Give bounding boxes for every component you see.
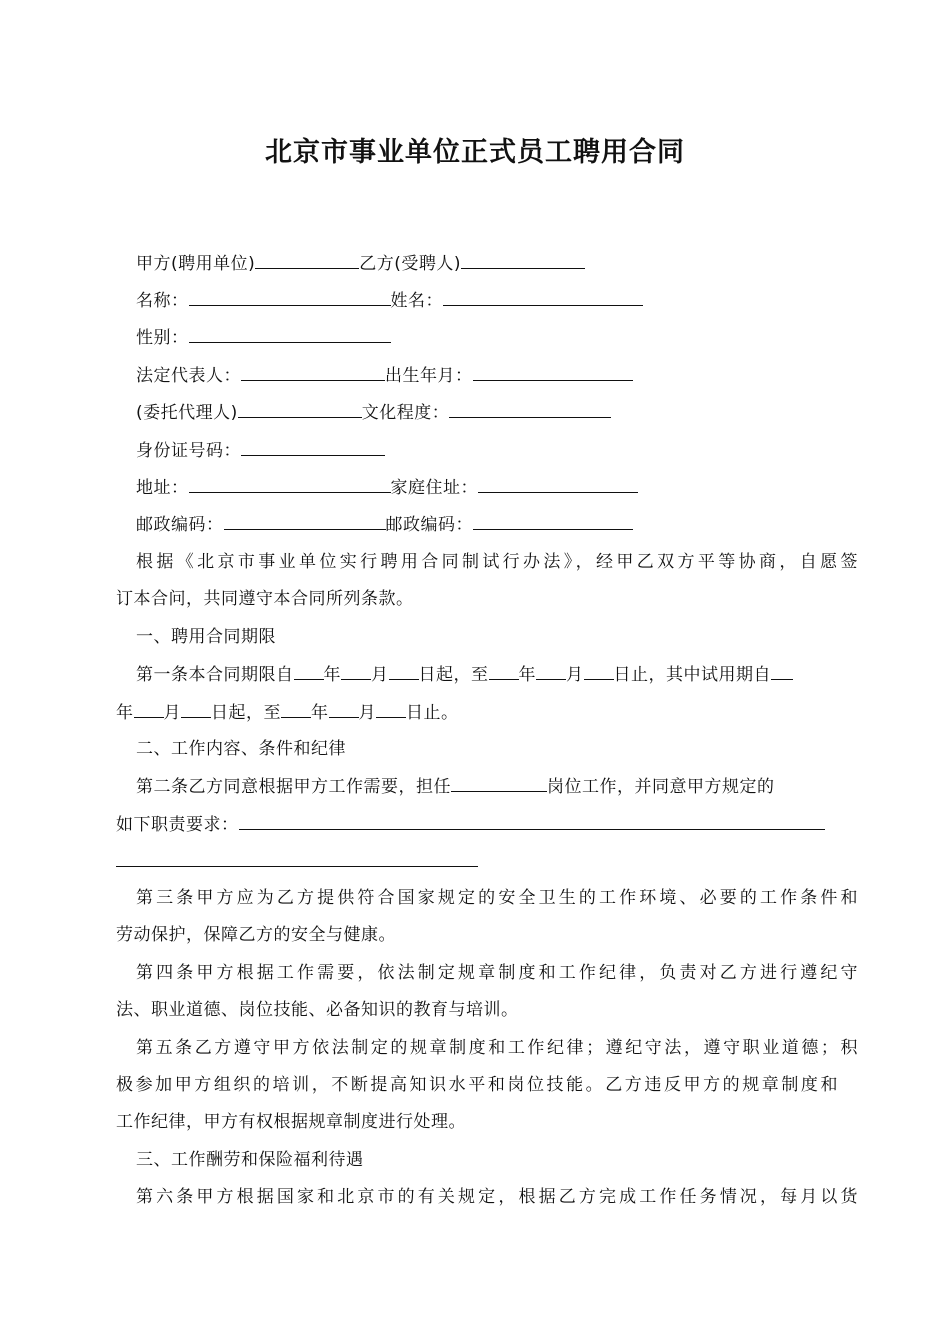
party-a-label: 甲方(聘用单位): [136, 254, 256, 274]
article-3-line-1: 第三条甲方应为乙方提供符合国家规定的安全卫生的工作环境、必要的工作条件和: [136, 888, 858, 908]
org-name-blank[interactable]: [189, 287, 391, 306]
field-row-agent: [116, 399, 858, 426]
article-5-line-3: 工作纪律，甲方有权根据规章制度进行处理。: [116, 1112, 466, 1132]
duties-blank[interactable]: [239, 811, 825, 830]
field-row-gender: [116, 324, 858, 351]
legal-rep-blank[interactable]: [241, 362, 385, 381]
id-number-label: 身份证号码：: [136, 441, 241, 461]
agent-blank[interactable]: [238, 399, 362, 418]
field-row-address: [116, 474, 858, 501]
position-blank[interactable]: [451, 773, 547, 792]
article-2-text-cont: 岗位工作，并同意甲方规定的: [547, 777, 775, 797]
article-6-line-1: 第六条甲方根据国家和北京市的有关规定，根据乙方完成工作任务情况，每月以货: [136, 1187, 858, 1207]
month-label: 月: [358, 703, 376, 723]
trial-day-blank[interactable]: [181, 699, 211, 718]
end-month-blank[interactable]: [536, 661, 566, 680]
education-blank[interactable]: [449, 399, 611, 418]
day-to-label: 日止，其中试用期自: [613, 665, 771, 685]
article-2-line-2: [116, 811, 838, 838]
end-year-blank[interactable]: [489, 661, 519, 680]
article-5-line-1: 第五条乙方遵守甲方依法制定的规章制度和工作纪律；遵纪守法，遵守职业道德；积: [136, 1038, 858, 1058]
start-month-blank[interactable]: [341, 661, 371, 680]
article-1-line-2: [116, 699, 838, 726]
article-5-line-2: 极参加甲方组织的培训，不断提高知识水平和岗位技能。乙方违反甲方的规章制度和: [116, 1075, 838, 1095]
party-b-blank[interactable]: [461, 250, 585, 269]
trial-year-blank[interactable]: [771, 661, 793, 680]
trial-end-year-blank[interactable]: [281, 699, 311, 718]
field-row-postcode: [116, 511, 858, 538]
end-day-blank[interactable]: [584, 661, 614, 680]
month-label: 月: [566, 665, 584, 685]
article-2-line-1: [116, 773, 858, 800]
day-end-label: 日止。: [406, 703, 459, 723]
postcode-b-label: 邮政编码：: [385, 515, 473, 535]
field-row-id: [116, 437, 858, 464]
article-4-line-2: 法、职业道德、岗位技能、必备知识的教育与培训。: [116, 1000, 519, 1020]
field-row-parties: [116, 250, 858, 277]
birth-blank[interactable]: [473, 362, 633, 381]
section-heading-3: 三、工作酬劳和保险福利待遇: [136, 1150, 364, 1170]
trial-end-month-blank[interactable]: [329, 699, 359, 718]
day-from-label: 日起，至: [211, 703, 281, 723]
section-heading-1: 一、聘用合同期限: [136, 627, 276, 647]
month-label: 月: [163, 703, 181, 723]
postcode-a-label: 邮政编码：: [136, 515, 224, 535]
address-label: 地址：: [136, 478, 189, 498]
year-label: 年: [311, 703, 329, 723]
birth-label: 出生年月：: [385, 366, 473, 386]
document-title: 北京市事业单位正式员工聘用合同: [265, 137, 685, 168]
postcode-b-blank[interactable]: [473, 511, 633, 530]
agent-label: (委托代理人): [136, 403, 238, 423]
gender-label: 性别：: [136, 328, 189, 348]
home-address-blank[interactable]: [478, 474, 638, 493]
year-label: 年: [518, 665, 536, 685]
intro-line-1: 根据《北京市事业单位实行聘用合同制试行办法》，经甲乙双方平等协商，自愿签: [136, 552, 858, 572]
address-blank[interactable]: [189, 474, 391, 493]
party-a-blank[interactable]: [255, 250, 359, 269]
id-number-blank[interactable]: [241, 437, 385, 456]
legal-rep-label: 法定代表人：: [136, 366, 241, 386]
org-name-label: 名称：: [136, 291, 189, 311]
article-3-line-2: 劳动保护，保障乙方的安全与健康。: [116, 925, 396, 945]
year-label: 年: [116, 703, 134, 723]
start-day-blank[interactable]: [389, 661, 419, 680]
trial-end-day-blank[interactable]: [376, 699, 406, 718]
field-row-legal-rep: [116, 362, 858, 389]
home-address-label: 家庭住址：: [390, 478, 478, 498]
article-2-text: 第二条乙方同意根据甲方工作需要，担任: [136, 777, 451, 797]
duties-blank-continuation[interactable]: [116, 866, 478, 867]
postcode-a-blank[interactable]: [224, 511, 386, 530]
start-year-blank[interactable]: [294, 661, 324, 680]
duties-label: 如下职责要求：: [116, 815, 239, 835]
day-from-label: 日起，至: [418, 665, 489, 685]
party-b-label: 乙方(受聘人): [359, 254, 462, 274]
article-4-line-1: 第四条甲方根据工作需要，依法制定规章制度和工作纪律，负责对乙方进行遵纪守: [136, 963, 858, 983]
intro-line-2: 订本合问，共同遵守本合同所列条款。: [116, 589, 414, 609]
year-label: 年: [323, 665, 341, 685]
section-heading-2: 二、工作内容、条件和纪律: [136, 739, 346, 759]
article-1-text: 第一条本合同期限自: [136, 665, 294, 685]
trial-month-blank[interactable]: [134, 699, 164, 718]
article-1-line-1: [116, 661, 858, 688]
education-label: 文化程度：: [361, 403, 450, 423]
field-row-names: [116, 287, 858, 314]
month-label: 月: [371, 665, 389, 685]
gender-blank[interactable]: [189, 324, 391, 343]
person-name-label: 姓名：: [390, 291, 443, 311]
person-name-blank[interactable]: [443, 287, 643, 306]
